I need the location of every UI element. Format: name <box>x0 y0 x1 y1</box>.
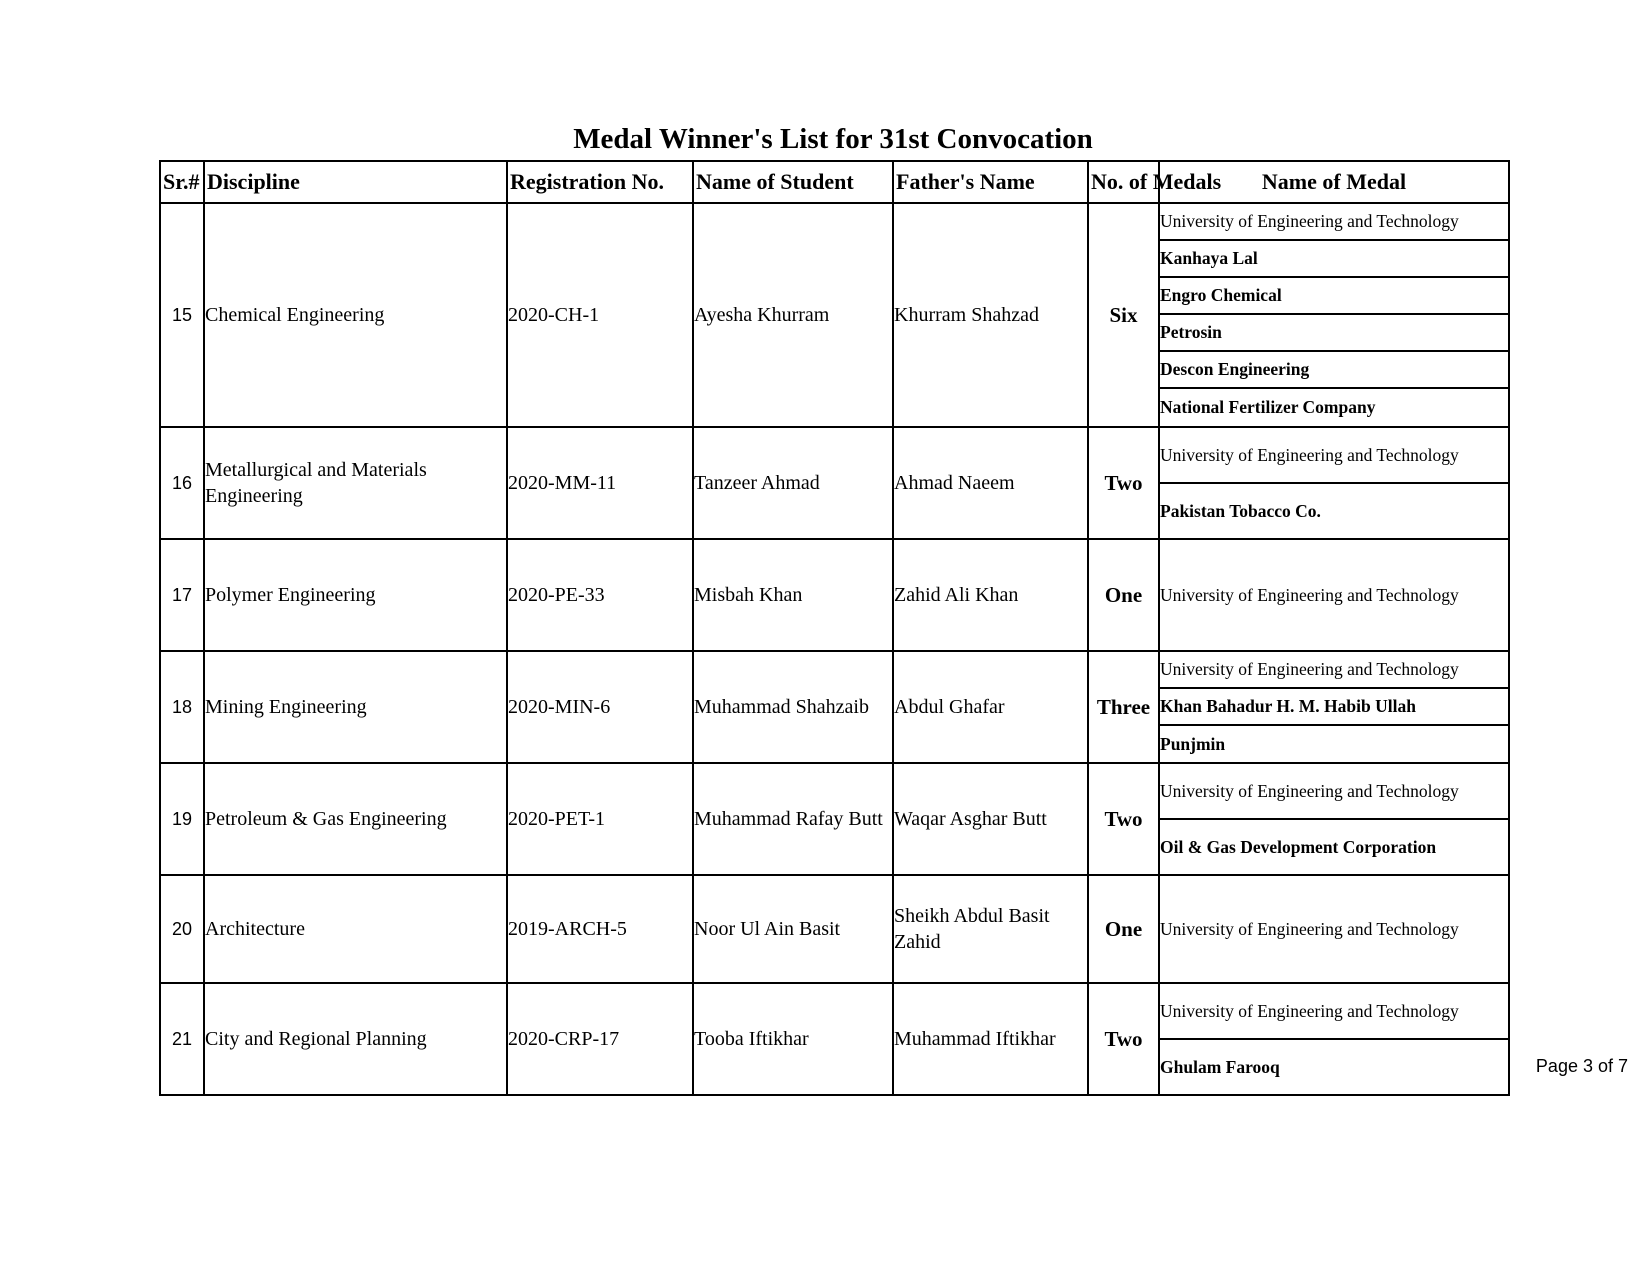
table-header-row <box>160 161 1509 203</box>
row-medal-name: University of Engineering and Technology <box>1159 427 1509 483</box>
row-medal-name: Oil & Gas Development Corporation <box>1159 819 1509 875</box>
row-student-name: Muhammad Rafay Butt <box>693 763 893 875</box>
row-student-name: Ayesha Khurram <box>693 203 893 427</box>
row-registration: 2020-MIN-6 <box>507 651 693 763</box>
header-discipline: Discipline <box>204 161 507 203</box>
row-discipline: Architecture <box>204 875 507 983</box>
medal-winners-table <box>159 160 1510 1096</box>
row-student-name: Tanzeer Ahmad <box>693 427 893 539</box>
row-sr: 16 <box>160 427 204 539</box>
row-medal-name: University of Engineering and Technology <box>1159 651 1509 688</box>
table-row <box>160 539 1509 651</box>
table-body <box>160 203 1509 1095</box>
table-row <box>160 763 1509 819</box>
header-medal-name: Name of Medal <box>1159 161 1509 203</box>
row-medal-count: Two <box>1088 983 1159 1095</box>
row-registration: 2020-MM-11 <box>507 427 693 539</box>
row-medal-name: National Fertilizer Company <box>1159 388 1509 427</box>
table-row <box>160 203 1509 240</box>
header-student: Name of Student <box>693 161 893 203</box>
row-discipline: City and Regional Planning <box>204 983 507 1095</box>
row-medal-name: Khan Bahadur H. M. Habib Ullah <box>1159 688 1509 725</box>
row-registration: 2020-CH-1 <box>507 203 693 427</box>
row-registration: 2020-PET-1 <box>507 763 693 875</box>
row-father-name: Sheikh Abdul Basit Zahid <box>893 875 1088 983</box>
row-medal-name: University of Engineering and Technology <box>1159 539 1509 651</box>
row-medal-name: University of Engineering and Technology <box>1159 983 1509 1039</box>
row-medal-count: Two <box>1088 763 1159 875</box>
table-row <box>160 651 1509 688</box>
row-medal-count: Three <box>1088 651 1159 763</box>
row-discipline: Metallurgical and Materials Engineering <box>204 427 507 539</box>
row-student-name: Noor Ul Ain Basit <box>693 875 893 983</box>
table-row <box>160 427 1509 483</box>
row-medal-count: Six <box>1088 203 1159 427</box>
row-father-name: Khurram Shahzad <box>893 203 1088 427</box>
row-sr: 15 <box>160 203 204 427</box>
header-sr: Sr.# <box>160 161 204 203</box>
row-father-name: Waqar Asghar Butt <box>893 763 1088 875</box>
row-medal-name: Ghulam Farooq <box>1159 1039 1509 1095</box>
table-row <box>160 983 1509 1039</box>
row-sr: 18 <box>160 651 204 763</box>
row-sr: 17 <box>160 539 204 651</box>
row-discipline: Petroleum & Gas Engineering <box>204 763 507 875</box>
header-registration: Registration No. <box>507 161 693 203</box>
row-student-name: Tooba Iftikhar <box>693 983 893 1095</box>
row-father-name: Ahmad Naeem <box>893 427 1088 539</box>
row-medal-count: Two <box>1088 427 1159 539</box>
row-registration: 2019-ARCH-5 <box>507 875 693 983</box>
row-medal-name: Descon Engineering <box>1159 351 1509 388</box>
row-father-name: Abdul Ghafar <box>893 651 1088 763</box>
row-medal-name: Engro Chemical <box>1159 277 1509 314</box>
row-registration: 2020-PE-33 <box>507 539 693 651</box>
row-medal-name: University of Engineering and Technology <box>1159 875 1509 983</box>
page-title: Medal Winner's List for 31st Convocation <box>573 123 1093 155</box>
row-discipline: Polymer Engineering <box>204 539 507 651</box>
row-registration: 2020-CRP-17 <box>507 983 693 1095</box>
row-medal-name: Petrosin <box>1159 314 1509 351</box>
row-discipline: Chemical Engineering <box>204 203 507 427</box>
row-medal-name: University of Engineering and Technology <box>1159 763 1509 819</box>
row-discipline: Mining Engineering <box>204 651 507 763</box>
row-father-name: Muhammad Iftikhar <box>893 983 1088 1095</box>
row-sr: 21 <box>160 983 204 1095</box>
page-number: Page 3 of 7 <box>1535 1056 1628 1076</box>
row-father-name: Zahid Ali Khan <box>893 539 1088 651</box>
row-medal-count: One <box>1088 875 1159 983</box>
row-student-name: Misbah Khan <box>693 539 893 651</box>
row-medal-name: University of Engineering and Technology <box>1159 203 1509 240</box>
row-medal-name: Pakistan Tobacco Co. <box>1159 483 1509 539</box>
header-father: Father's Name <box>893 161 1088 203</box>
row-student-name: Muhammad Shahzaib <box>693 651 893 763</box>
row-medal-count: One <box>1088 539 1159 651</box>
row-medal-name: Punjmin <box>1159 725 1509 763</box>
row-sr: 20 <box>160 875 204 983</box>
header-medals-count: No. of Medals <box>1088 161 1159 203</box>
row-medal-name: Kanhaya Lal <box>1159 240 1509 277</box>
table-row <box>160 875 1509 983</box>
row-sr: 19 <box>160 763 204 875</box>
